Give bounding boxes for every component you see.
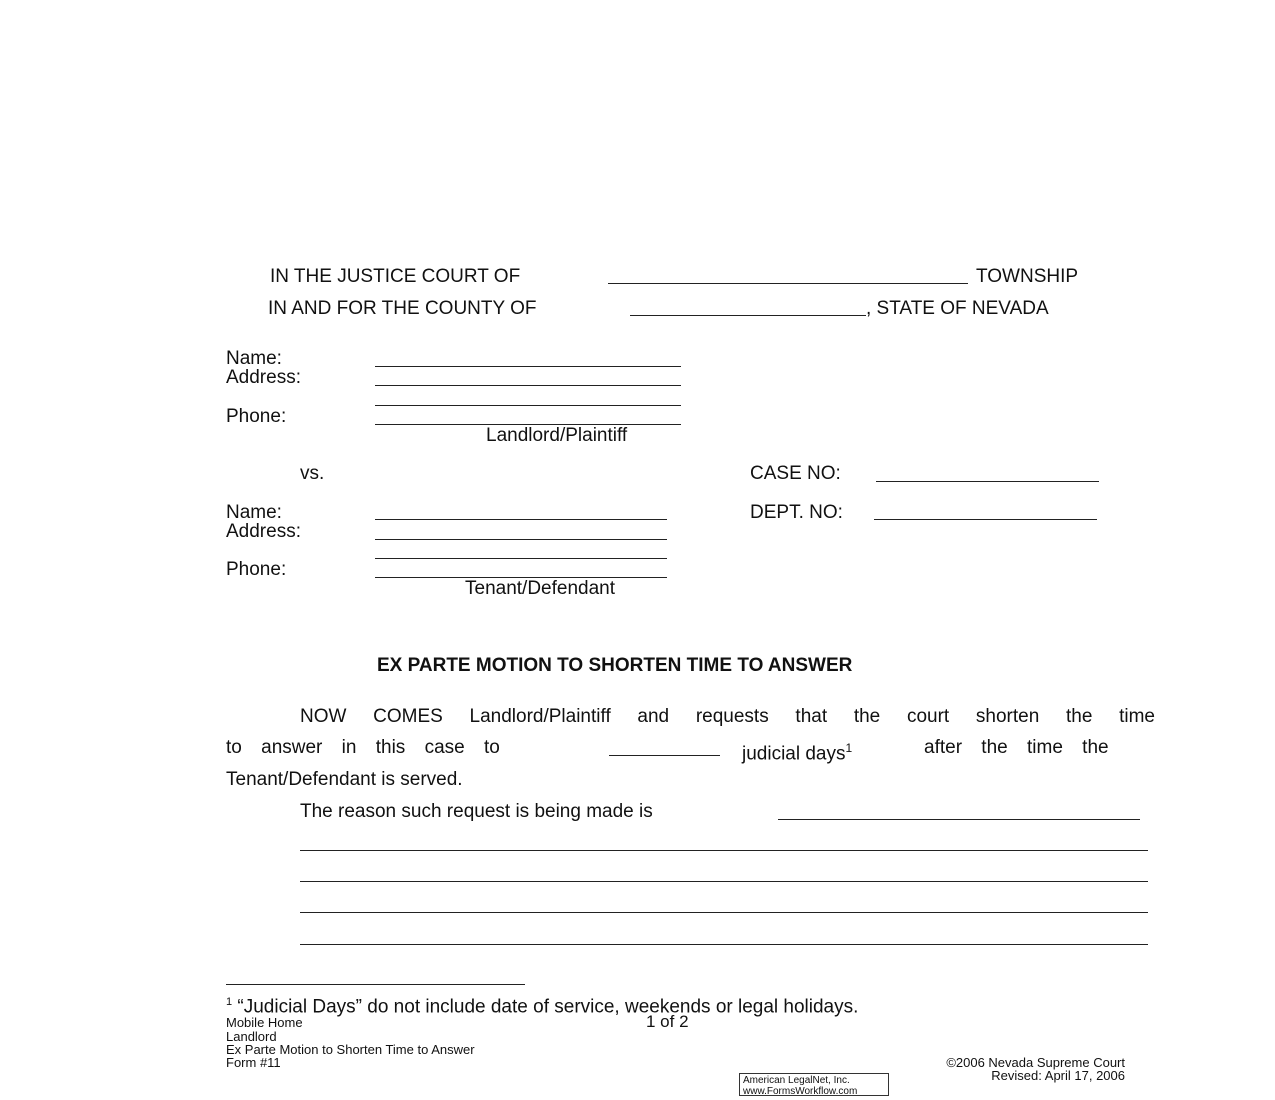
page-number: 1 of 2 (646, 1012, 689, 1031)
case-no-label: CASE NO: (750, 463, 841, 484)
plaintiff-address-blank-2[interactable] (375, 405, 681, 406)
plaintiff-name-label: Name: (226, 348, 282, 369)
publisher-stamp (739, 1073, 889, 1096)
footer-left-1: Mobile Home (226, 1015, 303, 1030)
body-line-2c: after the time the (924, 737, 1109, 758)
county-blank[interactable] (630, 315, 866, 316)
versus: vs. (300, 463, 325, 484)
defendant-address-label: Address: (226, 521, 301, 542)
footnote (226, 991, 858, 1018)
case-no-blank[interactable] (876, 481, 1099, 482)
body-line-2b (742, 737, 852, 765)
reason-blank-4[interactable] (300, 912, 1148, 913)
caption-line2-suffix: , STATE OF NEVADA (866, 298, 1049, 319)
document-title: EX PARTE MOTION TO SHORTEN TIME TO ANSWER (377, 655, 853, 676)
body-line-3: Tenant/Defendant is served. (226, 769, 463, 790)
stamp-line-1: American LegalNet, Inc. (743, 1075, 850, 1086)
caption-line1-suffix: TOWNSHIP (976, 266, 1079, 287)
reason-blank-1[interactable] (778, 819, 1140, 820)
defendant-address-blank-1[interactable] (375, 539, 667, 540)
footer-left-3: Ex Parte Motion to Shorten Time to Answer (226, 1042, 475, 1057)
body-line-2a: to answer in this case to (226, 737, 500, 758)
copyright: ©2006 Nevada Supreme Court (946, 1055, 1125, 1070)
reason-blank-5[interactable] (300, 944, 1148, 945)
defendant-address-blank-2[interactable] (375, 558, 667, 559)
footnote-mark: 1 (226, 996, 233, 1008)
reason-blank-3[interactable] (300, 881, 1148, 882)
defendant-name-blank[interactable] (375, 519, 667, 520)
plaintiff-address-blank-1[interactable] (375, 385, 681, 386)
judicial-days-blank[interactable] (609, 755, 720, 756)
plaintiff-role: Landlord/Plaintiff (486, 425, 628, 446)
reason-label: The reason such request is being made is (300, 801, 653, 822)
plaintiff-name-blank[interactable] (375, 366, 681, 367)
stamp-line-2: www.FormsWorkflow.com (743, 1086, 858, 1097)
footnote-divider (226, 984, 525, 985)
body-line-1: NOW COMES Landlord/Plaintiff and requests that the court shorten the time (300, 706, 1155, 727)
plaintiff-address-label: Address: (226, 367, 301, 388)
footer-left-2: Landlord (226, 1029, 277, 1044)
defendant-role: Tenant/Defendant (465, 578, 616, 599)
revised-date: Revised: April 17, 2006 (991, 1068, 1125, 1083)
footnote-ref: 1 (845, 741, 853, 755)
dept-no-label: DEPT. NO: (750, 502, 843, 523)
plaintiff-phone-label: Phone: (226, 406, 287, 427)
defendant-phone-label: Phone: (226, 559, 287, 580)
footer-left-4: Form #11 (226, 1055, 281, 1070)
judicial-days-text: judicial days (742, 743, 846, 765)
reason-blank-2[interactable] (300, 850, 1148, 851)
caption-line2-prefix: IN AND FOR THE COUNTY OF (268, 298, 537, 319)
defendant-name-label: Name: (226, 502, 282, 523)
dept-no-blank[interactable] (874, 519, 1097, 520)
township-blank[interactable] (608, 283, 968, 284)
footnote-text: “Judicial Days” do not include date of service, weekends or legal holidays. (237, 996, 859, 1018)
caption-line1-prefix: IN THE JUSTICE COURT OF (270, 266, 521, 287)
